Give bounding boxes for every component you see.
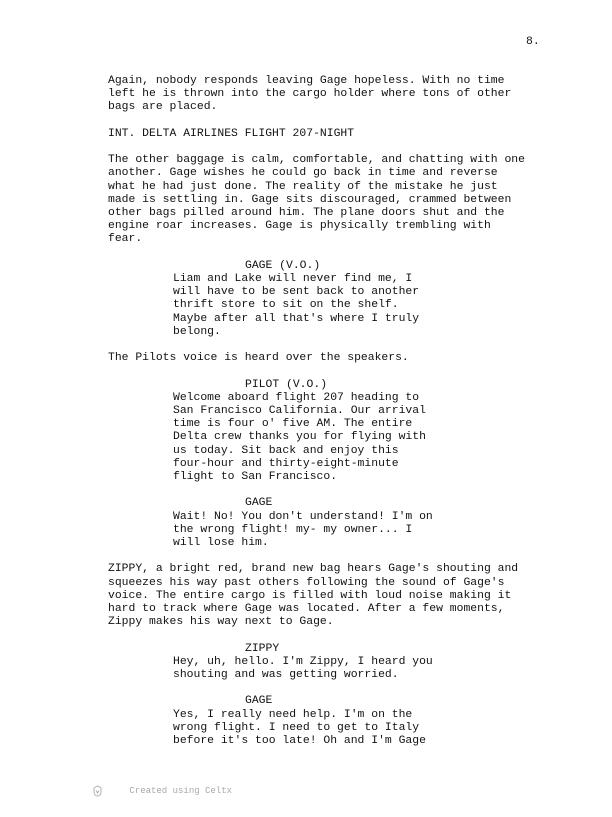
action-line: made is settling in. Gage sits discouraged, crammed between [108,193,512,206]
action-line: what he had just done. The reality of the mistake he just [108,180,498,193]
character-name: ZIPPY [245,642,280,655]
action-line: hard to track where Gage was located. After a few moments, [108,603,505,615]
dialogue-line: Wait! No! You don't understand! I'm on [173,510,433,523]
character-name: GAGE [245,497,273,510]
action-line: Again, nobody responds leaving Gage hopeless. With no time [108,75,505,87]
footer-text: Created using Celtx [129,786,233,796]
page-number: 8. [526,36,540,48]
dialogue-line: will have to be sent back to another [173,286,420,299]
dialogue-line: Welcome aboard flight 207 heading to [173,391,420,404]
character-name: GAGE (V.O.) [245,259,321,272]
dialogue-line: Maybe after all that's where I truly [173,312,420,325]
dialogue-line: time is four o' five AM. The entire [173,418,413,431]
character-name: GAGE [245,695,273,708]
dialogue-line: Yes, I really need help. I'm on the [173,708,413,721]
action-line: Zippy makes his way next to Gage. [108,616,334,629]
action-line: The other baggage is calm, comfortable, and chatting with one [108,154,525,167]
action-line: left he is thrown into the cargo holder where tons of other [108,88,512,101]
action-line: bags are placed. [108,101,218,114]
action-line: The Pilots voice is heard over the speakers. [108,352,409,365]
character-name: PILOT (V.O.) [245,378,328,391]
celtx-logo-icon [92,765,124,817]
dialogue-line: before it's too late! Oh and I'm Gage [173,735,426,747]
action-line: squeezes his way past others following the sound of Gage's [108,576,505,589]
dialogue-line: will lose him. [173,537,269,549]
scene-heading: INT. DELTA AIRLINES FLIGHT 207-NIGHT [108,127,355,140]
dialogue-line: Liam and Lake will never find me, I [173,273,413,285]
dialogue-line: Delta crew thanks you for flying with [173,431,426,444]
action-line: another. Gage wishes he could go back in time and reverse [108,167,498,180]
dialogue-line: four-hour and thirty-eight-minute [173,457,399,470]
action-line: ZIPPY, a bright red, brand new bag hears Gage's shouting and [108,563,519,576]
action-line: other bags pilled around him. The plane doors shut and the [108,207,505,219]
footer [92,765,232,817]
action-line: fear. [108,233,143,246]
dialogue-line: wrong flight. I need to get to Italy [173,721,420,734]
dialogue-line: thrift store to sit on the shelf. [173,299,399,312]
dialogue-line: shouting and was getting worried. [173,669,399,681]
dialogue-line: Hey, uh, hello. I'm Zippy, I heard you [173,655,433,668]
dialogue-line: San Francisco California. Our arrival [173,405,426,417]
dialogue-line: belong. [173,325,221,338]
dialogue-line: the wrong flight! my- my owner... I [173,523,413,536]
dialogue-line: us today. Sit back and enjoy this [173,444,399,457]
action-line: engine roar increases. Gage is physically trembling with [108,220,491,233]
dialogue-line: flight to San Francisco. [173,471,338,483]
action-line: voice. The entire cargo is filled with loud noise making it [108,589,512,602]
